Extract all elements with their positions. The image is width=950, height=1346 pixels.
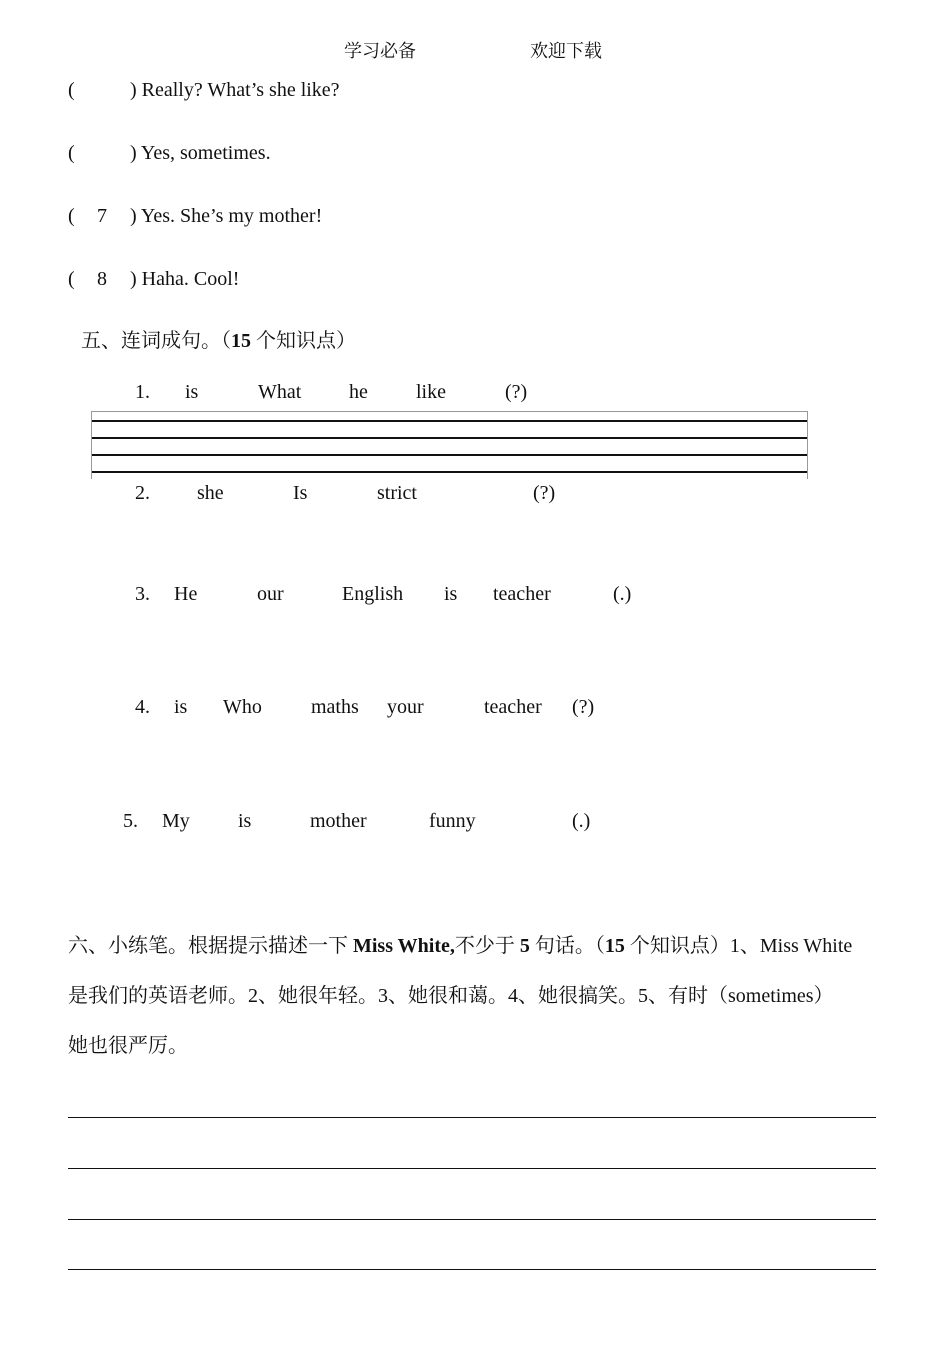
item-number: 1. xyxy=(135,381,150,403)
punctuation-hint: (?) xyxy=(505,381,528,403)
word-tile: English xyxy=(342,583,404,605)
section6-text: 六、小练笔。根据提示描述一下 xyxy=(68,935,353,957)
open-paren: ( xyxy=(68,79,75,101)
section5-title xyxy=(81,331,356,351)
word-tile: mother xyxy=(310,810,367,832)
word-tile: is xyxy=(185,381,199,403)
answer-line[interactable] xyxy=(68,1117,876,1118)
header-right: 欢迎下载 xyxy=(530,41,602,61)
section5-title-points: 15 xyxy=(231,330,251,352)
word-tile: My xyxy=(162,810,190,832)
item-number: 3. xyxy=(135,583,150,605)
word-tile: she xyxy=(197,482,224,504)
section6-text: 不少于 xyxy=(454,935,520,957)
punctuation-hint: (.) xyxy=(613,583,632,605)
section6-name: Miss White, xyxy=(353,935,455,957)
word-tile: funny xyxy=(429,810,476,832)
grid-line xyxy=(92,420,807,422)
answer-line[interactable] xyxy=(68,1219,876,1220)
grid-line xyxy=(92,471,807,473)
section6-count: 5 xyxy=(519,935,530,957)
answer-number: 8 xyxy=(97,268,107,290)
section6-text: 个知识点）1、Miss White xyxy=(624,935,853,957)
word-tile: he xyxy=(349,381,368,403)
word-tile: teacher xyxy=(493,583,551,605)
dialogue-text: ) Yes. She’s my mother! xyxy=(130,205,323,227)
word-tile: our xyxy=(257,583,284,605)
punctuation-hint: (?) xyxy=(572,696,595,718)
answer-line[interactable] xyxy=(68,1269,876,1270)
grid-line xyxy=(92,454,807,456)
word-tile: is xyxy=(444,583,458,605)
section6-instruction-line2: 是我们的英语老师。2、她很年轻。3、她很和蔼。4、她很搞笑。5、有时（sometimes） xyxy=(68,985,834,1007)
word-tile: What xyxy=(258,381,302,403)
word-tile: Is xyxy=(293,482,308,504)
answer-number: 7 xyxy=(97,205,107,227)
word-tile: is xyxy=(238,810,252,832)
word-tile: teacher xyxy=(484,696,542,718)
item-number: 2. xyxy=(135,482,150,504)
section5-title-a: 五、连词成句。（ xyxy=(81,330,231,352)
punctuation-hint: (?) xyxy=(533,482,556,504)
open-paren: ( xyxy=(68,142,75,164)
section6-instruction-line1 xyxy=(68,936,852,956)
open-paren: ( xyxy=(68,268,75,290)
punctuation-hint: (.) xyxy=(572,810,591,832)
word-tile: is xyxy=(174,696,188,718)
word-tile: strict xyxy=(377,482,417,504)
item-number: 5. xyxy=(123,810,138,832)
section5-title-b: 个知识点） xyxy=(251,330,356,352)
word-tile: like xyxy=(416,381,446,403)
header-left: 学习必备 xyxy=(344,41,416,61)
section6-instruction-line3: 她也很严厉。 xyxy=(68,1035,188,1057)
writing-lines-grid xyxy=(91,411,808,479)
answer-line[interactable] xyxy=(68,1168,876,1169)
open-paren: ( xyxy=(68,205,75,227)
grid-line xyxy=(92,437,807,439)
word-tile: He xyxy=(174,583,198,605)
word-tile: your xyxy=(387,696,424,718)
word-tile: Who xyxy=(223,696,262,718)
section6-points: 15 xyxy=(604,935,625,957)
word-tile: maths xyxy=(311,696,359,718)
section6-text: 句话。（ xyxy=(529,935,605,957)
dialogue-text: ) Yes, sometimes. xyxy=(130,142,271,164)
dialogue-text: ) Haha. Cool! xyxy=(130,268,240,290)
dialogue-text: ) Really? What’s she like? xyxy=(130,79,340,101)
item-number: 4. xyxy=(135,696,150,718)
